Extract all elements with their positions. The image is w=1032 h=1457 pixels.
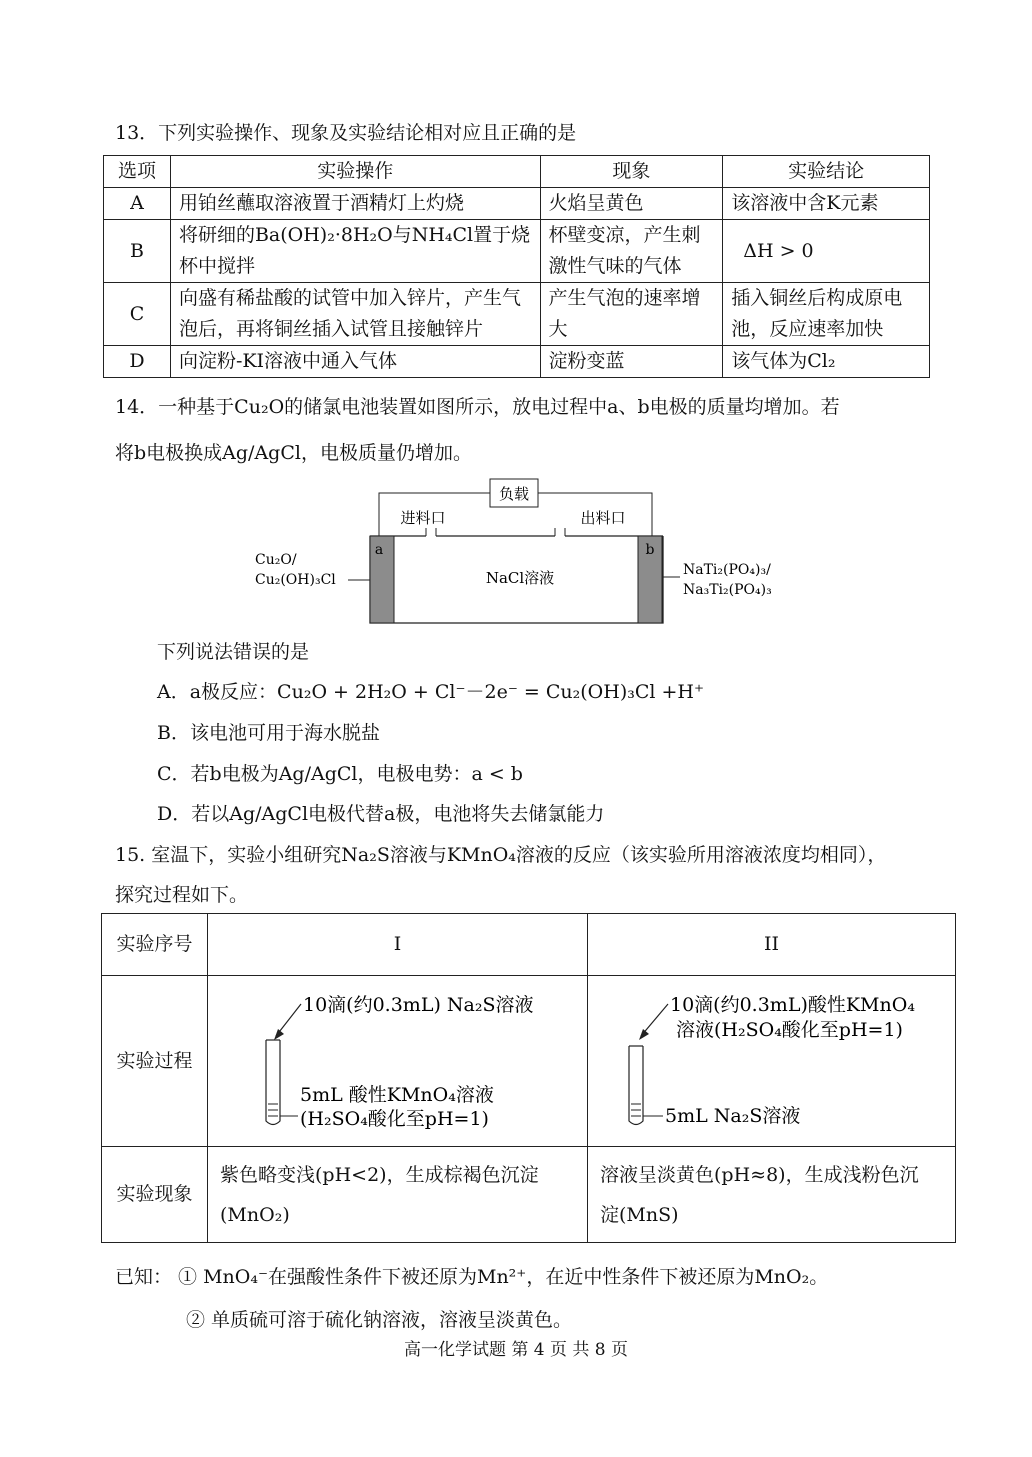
page-footer: 高一化学试题 第 4 页 共 8 页 xyxy=(403,1340,629,1360)
test-tube xyxy=(266,1040,280,1125)
q14-option-d: D．若以Ag/AgCl电极代替a极，电池将失去储氯能力 xyxy=(157,803,605,825)
phenomenon-cell: 火焰呈黄色 xyxy=(540,188,723,220)
phenomenon-cell: 产生气泡的速率增大 xyxy=(540,283,723,346)
row-label-id: 实验序号 xyxy=(102,914,208,976)
operation-cell: 将研细的Ba(OH)₂·8H₂O与NH₄Cl置于烧杯中搅拌 xyxy=(170,220,540,283)
operation-cell: 向淀粉-KI溶液中通入气体 xyxy=(170,346,540,378)
table-row xyxy=(104,220,930,283)
q14-option-b: B．该电池可用于海水脱盐 xyxy=(157,722,380,744)
q15-stem-line2: 探究过程如下。 xyxy=(115,884,249,906)
header-conclusion: 实验结论 xyxy=(723,156,930,188)
right-electrode-material-2: Na₃Ti₂(PO₄)₃ xyxy=(683,582,772,598)
phenomenon-cell: 杯壁变凉，产生刺激性气味的气体 xyxy=(540,220,723,283)
table-row xyxy=(104,346,930,378)
header-operation: 实验操作 xyxy=(170,156,540,188)
phenomenon-cell: 淀粉变蓝 xyxy=(540,346,723,378)
electrode-b-label: b xyxy=(645,542,655,558)
drop-arrowhead xyxy=(639,1029,649,1040)
II-tube-label: 5mL Na₂S溶液 xyxy=(665,1105,801,1127)
header-phenomenon: 现象 xyxy=(540,156,723,188)
operation-cell: 向盛有稀盐酸的试管中加入锌片，产生气泡后，再将铜丝插入试管且接触锌片 xyxy=(170,283,540,346)
I-tube-label-2: (H₂SO₄酸化至pH=1) xyxy=(300,1108,489,1130)
operation-cell: 用铂丝蘸取溶液置于酒精灯上灼烧 xyxy=(170,188,540,220)
II-drop-label-2: 溶液(H₂SO₄酸化至pH=1) xyxy=(676,1019,903,1041)
table-row xyxy=(102,914,956,976)
q14-prompt: 下列说法错误的是 xyxy=(157,641,310,663)
q14-option-c: C．若b电极为Ag/AgCl，电极电势：a < b xyxy=(157,763,523,785)
outlet-label: 出料口 xyxy=(580,509,626,527)
row-label-observation: 实验现象 xyxy=(102,1147,208,1243)
load-label: 负载 xyxy=(498,485,530,503)
conclusion-cell: ΔH > 0 xyxy=(723,220,930,283)
inlet-label: 进料口 xyxy=(400,509,446,527)
experiment-I-observation xyxy=(208,1147,588,1243)
option-cell: D xyxy=(104,346,171,378)
I-tube-label-1: 5mL 酸性KMnO₄溶液 xyxy=(300,1084,494,1106)
conclusion-cell: 该溶液中含K元素 xyxy=(723,188,930,220)
experiment-II-figure xyxy=(588,976,954,1146)
I-observation-line1: 紫色略变浅(pH<2)，生成棕褐色沉淀 xyxy=(220,1163,539,1186)
q13-stem: 13．下列实验操作、现象及实验结论相对应且正确的是 xyxy=(115,122,577,144)
table-row xyxy=(102,976,956,1147)
left-electrode-material-1: Cu₂O/ xyxy=(255,552,297,568)
experiment-II-process xyxy=(588,976,956,1147)
option-cell: B xyxy=(104,220,171,283)
battery-diagram xyxy=(240,470,800,635)
II-observation-line2: 淀(MnS) xyxy=(600,1203,679,1226)
solution-label: NaCl溶液 xyxy=(485,569,555,587)
right-electrode-material-1: NaTi₂(PO₄)₃/ xyxy=(683,562,771,578)
column-I-header: I xyxy=(208,914,588,976)
q15-stem-line1: 15. 室温下，实验小组研究Na₂S溶液与KMnO₄溶液的反应（该实验所用溶液浓度均相同）， xyxy=(115,844,887,866)
header-option: 选项 xyxy=(104,156,171,188)
q15-table xyxy=(101,913,956,1243)
experiment-I-process xyxy=(208,976,588,1147)
option-cell: C xyxy=(104,283,171,346)
experiment-II-observation xyxy=(588,1147,956,1243)
option-cell: A xyxy=(104,188,171,220)
table-row xyxy=(102,1147,956,1243)
II-observation-line1: 溶液呈淡黄色(pH≈8)，生成浅粉色沉 xyxy=(600,1163,919,1186)
left-electrode-material-2: Cu₂(OH)₃Cl xyxy=(255,572,336,588)
conclusion-cell: 该气体为Cl₂ xyxy=(723,346,930,378)
q14-stem-line1: 14．一种基于Cu₂O的储氯电池装置如图所示，放电过程中a、b电极的质量均增加。若 xyxy=(115,396,840,418)
I-drop-label: 10滴(约0.3mL) Na₂S溶液 xyxy=(303,994,534,1016)
test-tube xyxy=(629,1046,643,1125)
electrode-a-label: a xyxy=(374,542,384,558)
table-header-row xyxy=(104,156,930,188)
column-II-header: II xyxy=(588,914,956,976)
table-row xyxy=(104,188,930,220)
known-line1: 已知： ① MnO₄⁻在强酸性条件下被还原为Mn²⁺，在近中性条件下被还原为MnO₂。 xyxy=(115,1266,829,1288)
row-label-process: 实验过程 xyxy=(102,976,208,1147)
table-row xyxy=(104,283,930,346)
conclusion-cell: 插入铜丝后构成原电池，反应速率加快 xyxy=(723,283,930,346)
experiment-I-figure xyxy=(208,976,586,1146)
drop-arrowhead xyxy=(274,1029,284,1040)
q13-table xyxy=(103,155,930,378)
I-observation-line2: (MnO₂) xyxy=(220,1203,290,1226)
q14-option-a: A．a极反应：Cu₂O + 2H₂O + Cl⁻－2e⁻ = Cu₂(OH)₃Cl +H⁺ xyxy=(157,681,705,703)
II-drop-label-1: 10滴(约0.3mL)酸性KMnO₄ xyxy=(670,994,915,1016)
q14-stem-line2: 将b电极换成Ag/AgCl，电极质量仍增加。 xyxy=(115,442,472,464)
known-line2: ② 单质硫可溶于硫化钠溶液，溶液呈淡黄色。 xyxy=(186,1309,573,1331)
